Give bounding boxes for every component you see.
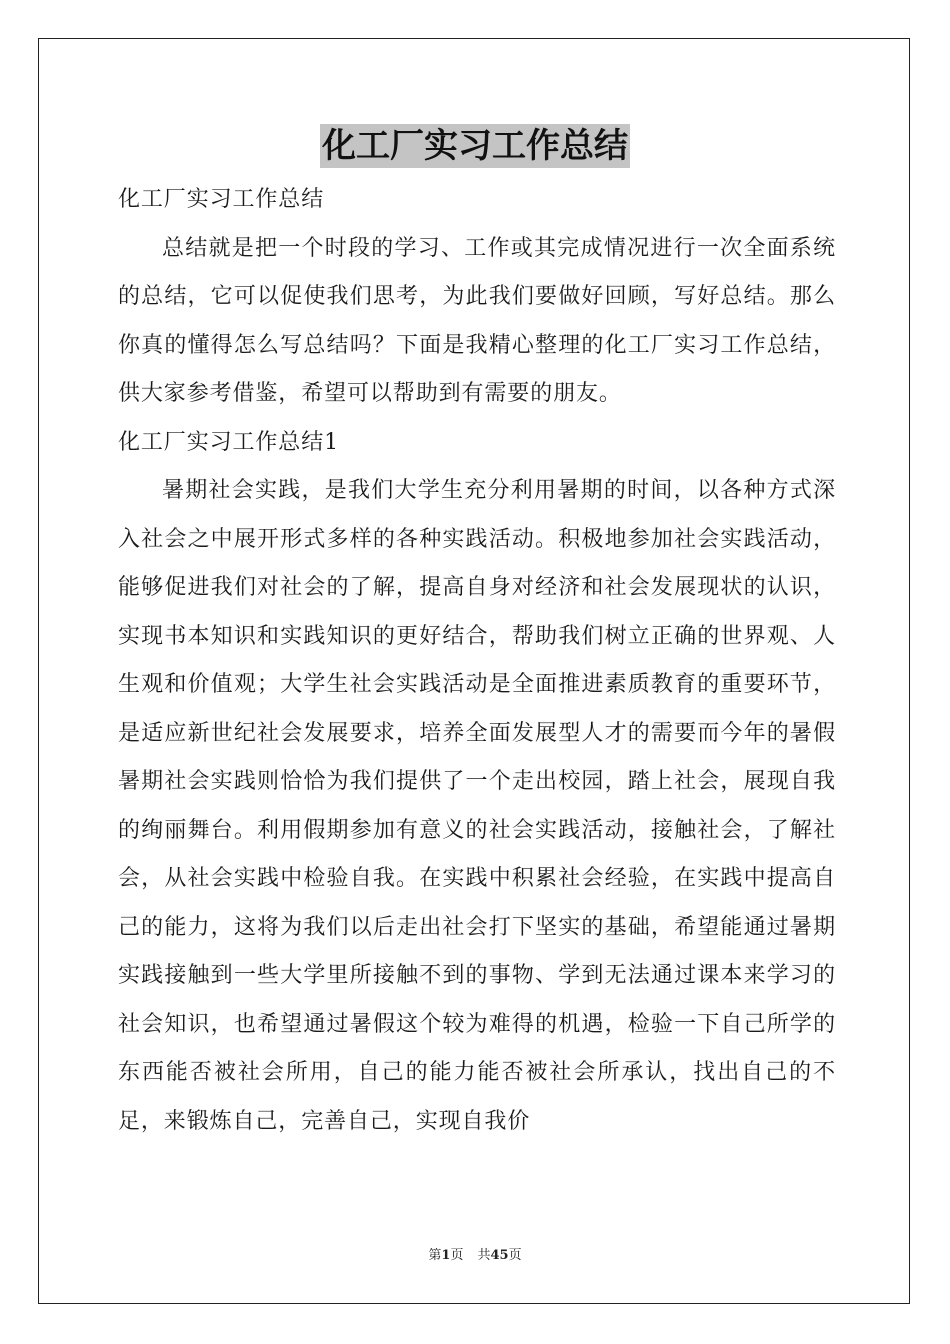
intro-paragraph: 总结就是把一个时段的学习、工作或其完成情况进行一次全面系统的总结，它可以促使我们思考，为此我们要做好回顾，写好总结。那么你真的懂得怎么写总结吗？下面是我精心整理的化工厂实习工作总结，供大家参考借鉴，希望可以帮助到有需要的朋友。 xyxy=(118,235,836,406)
document-title: 化工厂实习工作总结 xyxy=(322,126,628,166)
page-prefix: 第 xyxy=(428,1248,442,1263)
page-suffix: 页 xyxy=(450,1248,464,1263)
page-footer xyxy=(0,1244,950,1263)
document-subtitle: 化工厂实习工作总结 xyxy=(118,187,325,212)
section-paragraph-1: 暑期社会实践，是我们大学生充分利用暑期的时间，以各种方式深入社会之中展开形式多样的各种实践活动。积极地参加社会实践活动，能够促进我们对社会的了解，提高自身对经济和社会发展现状的认识，实现书本知识和实践知识的更好结合，帮助我们树立正确的世界观、人生观和价值观；大学生社会实践活动是全面推进素质教育的重要环节，是适应新世纪社会发展要求，培养全面发展型人才的需要而今年的暑假暑期社会实践则恰恰为我们提供了一个走出校园，踏上社会，展现自我的绚丽舞台。利用假期参加有意义的社会实践活动，接触社会，了解社会，从社会实践中检验自我。在实践中积累社会经验，在实践中提高自己的能力，这将为我们以后走出社会打下坚实的基础，希望能通过暑期实践接触到一些大学里所接触不到的事物、学到无法通过课本来学习的社会知识，也希望通过暑假这个较为难得的机遇，检验一下自己所学的东西能否被社会所用，自己的能力能否被社会所承认，找出自己的不足，来锻炼自己，完善自己，实现自我价 xyxy=(118,478,836,1134)
title-container xyxy=(0,124,950,168)
total-prefix: 共 xyxy=(477,1248,491,1263)
page-number: 1 xyxy=(441,1248,451,1263)
document-body xyxy=(118,176,836,1146)
section-heading-1: 化工厂实习工作总结1 xyxy=(118,429,339,455)
total-pages: 45 xyxy=(490,1248,509,1263)
total-suffix: 页 xyxy=(508,1248,522,1263)
